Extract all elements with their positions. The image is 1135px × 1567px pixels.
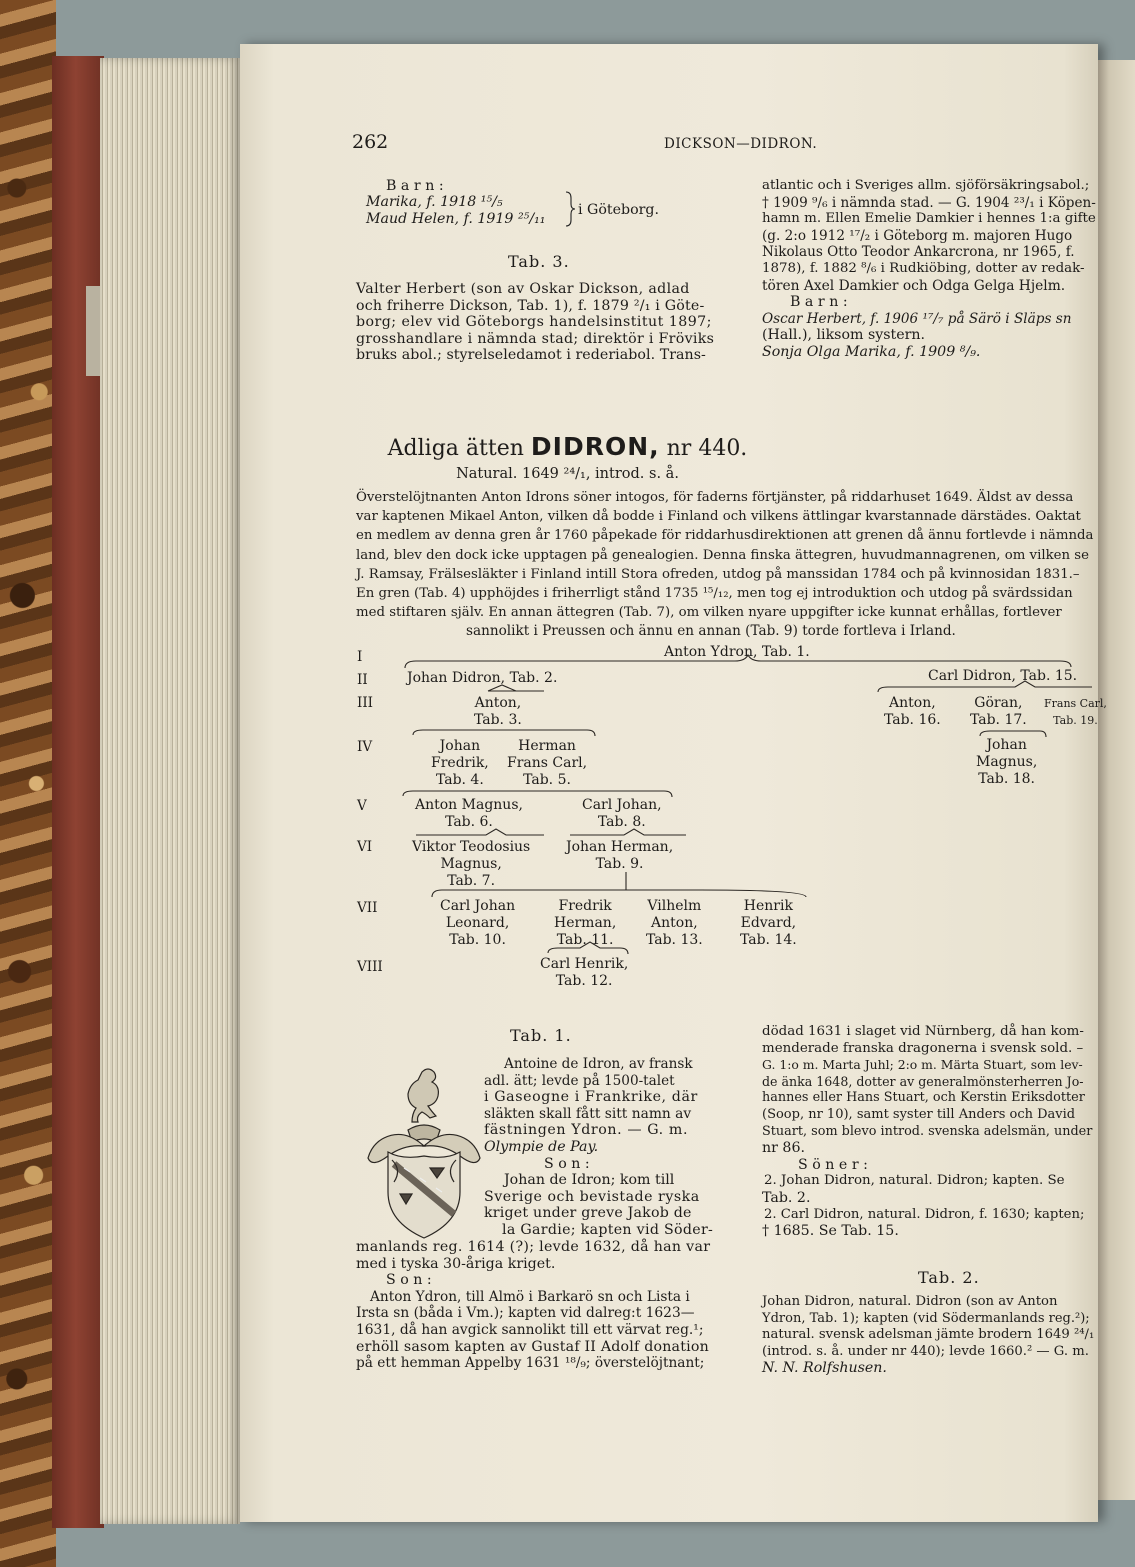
intro-line: sannolikt i Preussen och ännu en annan (Tab. 9) torde fortleva i Irland. <box>466 623 956 640</box>
node-line: Tab. 8. <box>597 814 646 830</box>
text-line: 2. Johan Didron, natural. Didron; kapten. Se <box>764 1173 1065 1189</box>
intro-line: var kaptenen Mikael Anton, vilken då bodde i Finland och vilkens ättlingar kvarstannade därstädes. Oaktat <box>356 509 1081 525</box>
node-line: Göran, <box>974 695 1023 711</box>
node-line: Tab. 10. <box>449 932 506 948</box>
tab1-heading: Tab. 1. <box>510 1026 572 1045</box>
text-line: N. N. Rolfshusen. <box>762 1360 887 1377</box>
page-tab <box>86 286 100 376</box>
tab2-text <box>762 1294 1094 1377</box>
text-line: la Gardie; kapten vid Söder- <box>502 1221 714 1238</box>
node-line: Frans Carl, <box>1044 697 1107 710</box>
soner-label: S ö n e r : <box>798 1156 868 1173</box>
text-line: Valter Herbert (son av Oskar Dickson, adlad <box>356 281 690 297</box>
child-marika: Marika, f. 1918 ¹⁵/₅ <box>366 194 503 210</box>
node-line: Leonard, <box>445 915 510 931</box>
tree-node-johan-herman-9 <box>566 839 673 873</box>
node-line: Tab. 19. <box>1053 714 1098 727</box>
text-line: tören Axel Damkier och Odga Gelga Hjelm. <box>762 277 1066 294</box>
tree-node-anton-16 <box>884 695 941 729</box>
intro-line: En gren (Tab. 4) upphöjdes i friherrligt stånd 1735 ¹⁵/₁₂, men tog ej introduktion och utdog på svärdssidan <box>356 586 1073 602</box>
text-line: S o n : <box>386 1272 432 1289</box>
intro-line: en medlem av denna gren år 1760 påpekade för riddarhusdirektionen att grenen då ännu fortlevde i nämnda <box>356 528 1094 544</box>
node-line: Tab. 4. <box>435 772 484 788</box>
intro-line: land, blev den dock icke upptagen på genealogien. Denna finska ättegren, huvudmannagrenen, om vilken se <box>356 547 1089 563</box>
page-number: 262 <box>352 131 389 153</box>
title-prefix: Adliga ätten <box>387 436 524 461</box>
text-line: † 1685. Se Tab. 15. <box>762 1223 899 1240</box>
text-line: S o n : <box>544 1155 590 1172</box>
text-line: Johan de Idron; kom till <box>504 1172 675 1189</box>
text-line: bruks abol.; styrelseledamot i rederiabol. Trans- <box>356 347 706 364</box>
tab1-full-text <box>356 1239 710 1372</box>
node-line: Anton, <box>474 695 522 711</box>
tree-node-anton-ydron: Anton Ydron, Tab. 1. <box>664 644 810 660</box>
text-line: erhöll sasom kapten av Gustaf II Adolf donation <box>356 1338 709 1355</box>
generation-numeral: V <box>357 798 367 814</box>
text-line: Anton Ydron, till Almö i Barkarö sn och Lista i <box>370 1288 690 1305</box>
tab3-heading: Tab. 3. <box>508 252 570 271</box>
node-line: Tab. 11. <box>556 932 614 948</box>
node-line: Carl Johan <box>440 898 516 914</box>
tree-node-carl-johan-10 <box>440 898 515 949</box>
text-line: (Soop, nr 10), samt syster till Anders och David <box>762 1106 1076 1122</box>
node-line: Johan <box>986 737 1027 753</box>
tree-node-frans-19 <box>1044 695 1107 729</box>
tree-node-johan-magnus-18 <box>976 737 1037 788</box>
tree-node-vilhelm-13 <box>646 898 703 949</box>
family-intro <box>356 488 1093 642</box>
node-line: Henrik <box>743 898 793 914</box>
node-line: Anton, <box>651 915 698 931</box>
coat-of-arms-icon <box>364 1064 484 1244</box>
tab3-text <box>356 281 714 364</box>
node-line: Carl Johan, <box>582 797 662 813</box>
text-line: menderade franska dragonerna i svensk sold. – <box>762 1040 1084 1056</box>
generation-numeral: VII <box>357 900 378 916</box>
text-line: nr 86. <box>762 1140 805 1157</box>
marbled-endpaper <box>0 0 56 1567</box>
generation-numeral: III <box>357 695 373 711</box>
text-line: 1631, då han avgick sannolikt till ett värvat reg.¹; <box>356 1321 704 1338</box>
node-line: Magnus, <box>440 856 502 872</box>
generation-numeral: I <box>357 649 363 665</box>
tree-node-carl-henrik-12 <box>540 956 628 990</box>
generation-numeral: VI <box>357 839 373 855</box>
right-page-edge <box>1098 60 1135 1500</box>
text-line: Stuart, som blevo introd. svenska adelsmän, under <box>762 1123 1093 1139</box>
brace-place: i Göteborg. <box>578 202 660 218</box>
text-line: och friherre Dickson, Tab. 1), f. 1879 ²/₁ i Göte- <box>356 297 705 314</box>
barn-label: B a r n : <box>386 178 444 194</box>
node-line: Frans Carl, <box>507 755 588 771</box>
page-edges <box>100 58 240 1524</box>
tree-node-anton-magnus-6 <box>415 797 523 831</box>
node-line: Tab. 14. <box>740 932 797 948</box>
generation-numeral: II <box>357 672 368 688</box>
text-line: de änka 1648, dotter av generalmönsterherren Jo- <box>762 1073 1084 1089</box>
tab2-heading: Tab. 2. <box>918 1268 980 1287</box>
node-line: Fredrik <box>558 898 612 914</box>
naturalization-line: Natural. 1649 ²⁴/₁, introd. s. å. <box>456 466 679 482</box>
node-line: Anton Magnus, <box>415 797 523 813</box>
text-line: på ett hemman Appelby 1631 ¹⁸/₉; överstelöjtnant; <box>356 1355 705 1372</box>
tree-node-anton-3 <box>474 695 522 729</box>
node-line: Anton, <box>889 695 936 711</box>
tree-node-johan-fredrik-4 <box>431 738 489 789</box>
text-line: Nikolaus Otto Teodor Ankarcrona, nr 1965, f. <box>762 244 1075 261</box>
node-line: Johan <box>439 738 481 754</box>
text-line: 2. Carl Didron, natural. Didron, f. 1630; kapten; <box>764 1206 1085 1222</box>
text-line: i Gaseogne i Frankrike, där <box>484 1089 698 1106</box>
right-bottom-text <box>762 1024 1092 1240</box>
text-line: hamn m. Ellen Emelie Damkier i hennes 1:a gifte <box>762 211 1096 227</box>
node-line: Herman <box>518 738 576 754</box>
intro-line: J. Ramsay, Frälsesläkter i Finland intill Stora ofreden, utdog på manssidan 1784 och på kvinnosidan 1831.– <box>356 566 1080 582</box>
running-title: DICKSON—DIDRON. <box>664 136 818 152</box>
text-line: Antoine de Idron, av fransk <box>504 1056 693 1072</box>
book-spine <box>52 56 104 1528</box>
node-line: Tab. 12. <box>555 973 613 989</box>
node-line: Tab. 18. <box>978 771 1036 787</box>
node-line: Edvard, <box>740 915 797 931</box>
node-line: Tab. 5. <box>523 772 571 788</box>
title-suffix: nr 440. <box>666 436 748 461</box>
intro-line: Överstelöjtnanten Anton Idrons söner intogos, för faderns förtjänster, på riddarhuset 1649. Äldst av dessa <box>356 490 1074 505</box>
node-line: Johan Herman, <box>566 839 674 855</box>
right-top-text <box>762 178 1096 361</box>
text-line: Irsta sn (båda i Vm.); kapten vid dalreg:t 1623— <box>356 1305 695 1322</box>
text-line: kriget under greve Jakob de <box>484 1205 692 1222</box>
text-line: (Hall.), liksom systern. <box>762 327 926 344</box>
intro-line: med stiftaren själv. En annan ättegren (Tab. 7), om vilken nyare uppgifter icke kunnat erhållas, fortlever <box>356 605 1062 621</box>
tree-node-herman-5 <box>507 738 587 789</box>
tree-node-goran-17 <box>970 695 1027 729</box>
text-line: borg; elev vid Göteborgs handelsinstitut 1897; <box>356 314 712 331</box>
text-line: Olympie de Pay. <box>484 1138 599 1155</box>
text-line: Sonja Olga Marika, f. 1909 ⁸/₉. <box>762 343 981 360</box>
text-line: Oscar Herbert, f. 1906 ¹⁷/₇ på Särö i Släps sn <box>762 310 1072 327</box>
node-line: Tab. 7. <box>447 873 496 889</box>
text-line: släkten skall fått sitt namn av <box>484 1105 692 1122</box>
text-line: (introd. s. å. under nr 440); levde 1660.² — G. m. <box>762 1343 1089 1359</box>
text-line: natural. svensk adelsman jämte brodern 1649 ²⁴/₁ <box>762 1327 1095 1343</box>
text-line: G. 1:o m. Marta Juhl; 2:o m. Märta Stuart, som lev- <box>762 1057 1083 1073</box>
tree-node-johan-didron: Johan Didron, Tab. 2. <box>407 670 558 686</box>
node-line: Viktor Teodosius <box>412 839 531 855</box>
node-line: Tab. 6. <box>445 814 493 830</box>
tree-node-henrik-14 <box>740 898 797 949</box>
node-line: Herman, <box>554 915 617 931</box>
generation-numeral: VIII <box>357 959 383 975</box>
tree-node-carl-didron: Carl Didron, Tab. 15. <box>928 668 1078 684</box>
tree-node-fredrik-11 <box>554 898 616 949</box>
node-line: Tab. 16. <box>884 712 941 728</box>
text-line: dödad 1631 i slaget vid Nürnberg, då han kom- <box>762 1024 1084 1039</box>
node-line: Tab. 13. <box>646 932 703 948</box>
node-line: Tab. 17. <box>970 712 1027 728</box>
generation-numeral: IV <box>357 739 373 755</box>
text-line: Johan Didron, natural. Didron (son av Anton <box>762 1294 1058 1309</box>
text-line: manlands reg. 1614 (?); levde 1632, då han var <box>356 1239 711 1255</box>
text-line: Sverige och bevistade ryska <box>484 1188 700 1205</box>
tree-node-carl-johan-8 <box>582 797 662 831</box>
text-line: (g. 2:o 1912 ¹⁷/₂ i Göteborg m. majoren Hugo <box>762 227 1073 244</box>
text-line: med i tyska 30-åriga kriget. <box>356 1255 556 1272</box>
node-line: Fredrik, <box>431 755 489 771</box>
text-line: fästningen Ydron. — G. m. <box>484 1122 689 1139</box>
text-line: 1878), f. 1882 ⁸/₆ i Rudkiöbing, dotter av redak- <box>762 260 1085 276</box>
text-line: atlantic och i Sveriges allm. sjöförsäkringsabol.; <box>762 178 1090 193</box>
tree-node-viktor-7 <box>412 839 530 890</box>
text-line: grosshandlare i nämnda stad; direktör i Fröviks <box>356 330 715 347</box>
node-line: Magnus, <box>976 754 1038 770</box>
text-line: Tab. 2. <box>762 1189 811 1206</box>
tab1-crest-text <box>484 1056 713 1239</box>
text-line: adl. ätt; levde på 1500-talet <box>484 1072 675 1089</box>
node-line: Tab. 9. <box>595 856 644 872</box>
barn-label: B a r n : <box>790 294 848 311</box>
title-name: DIDRON, <box>530 432 660 461</box>
node-line: Vilhelm <box>647 898 702 914</box>
text-line: Ydron, Tab. 1); kapten (vid Södermanlands reg.²); <box>762 1310 1090 1326</box>
text-line: hannes eller Hans Stuart, och Kerstin Eriksdotter <box>762 1090 1085 1106</box>
family-title <box>0 432 1135 461</box>
node-line: Tab. 3. <box>474 712 522 728</box>
child-maud: Maud Helen, f. 1919 ²⁵/₁₁ <box>366 211 546 227</box>
node-line: Carl Henrik, <box>540 956 629 972</box>
text-line: † 1909 ⁹/₆ i nämnda stad. — G. 1904 ²³/₁ i Köpen- <box>762 194 1096 211</box>
